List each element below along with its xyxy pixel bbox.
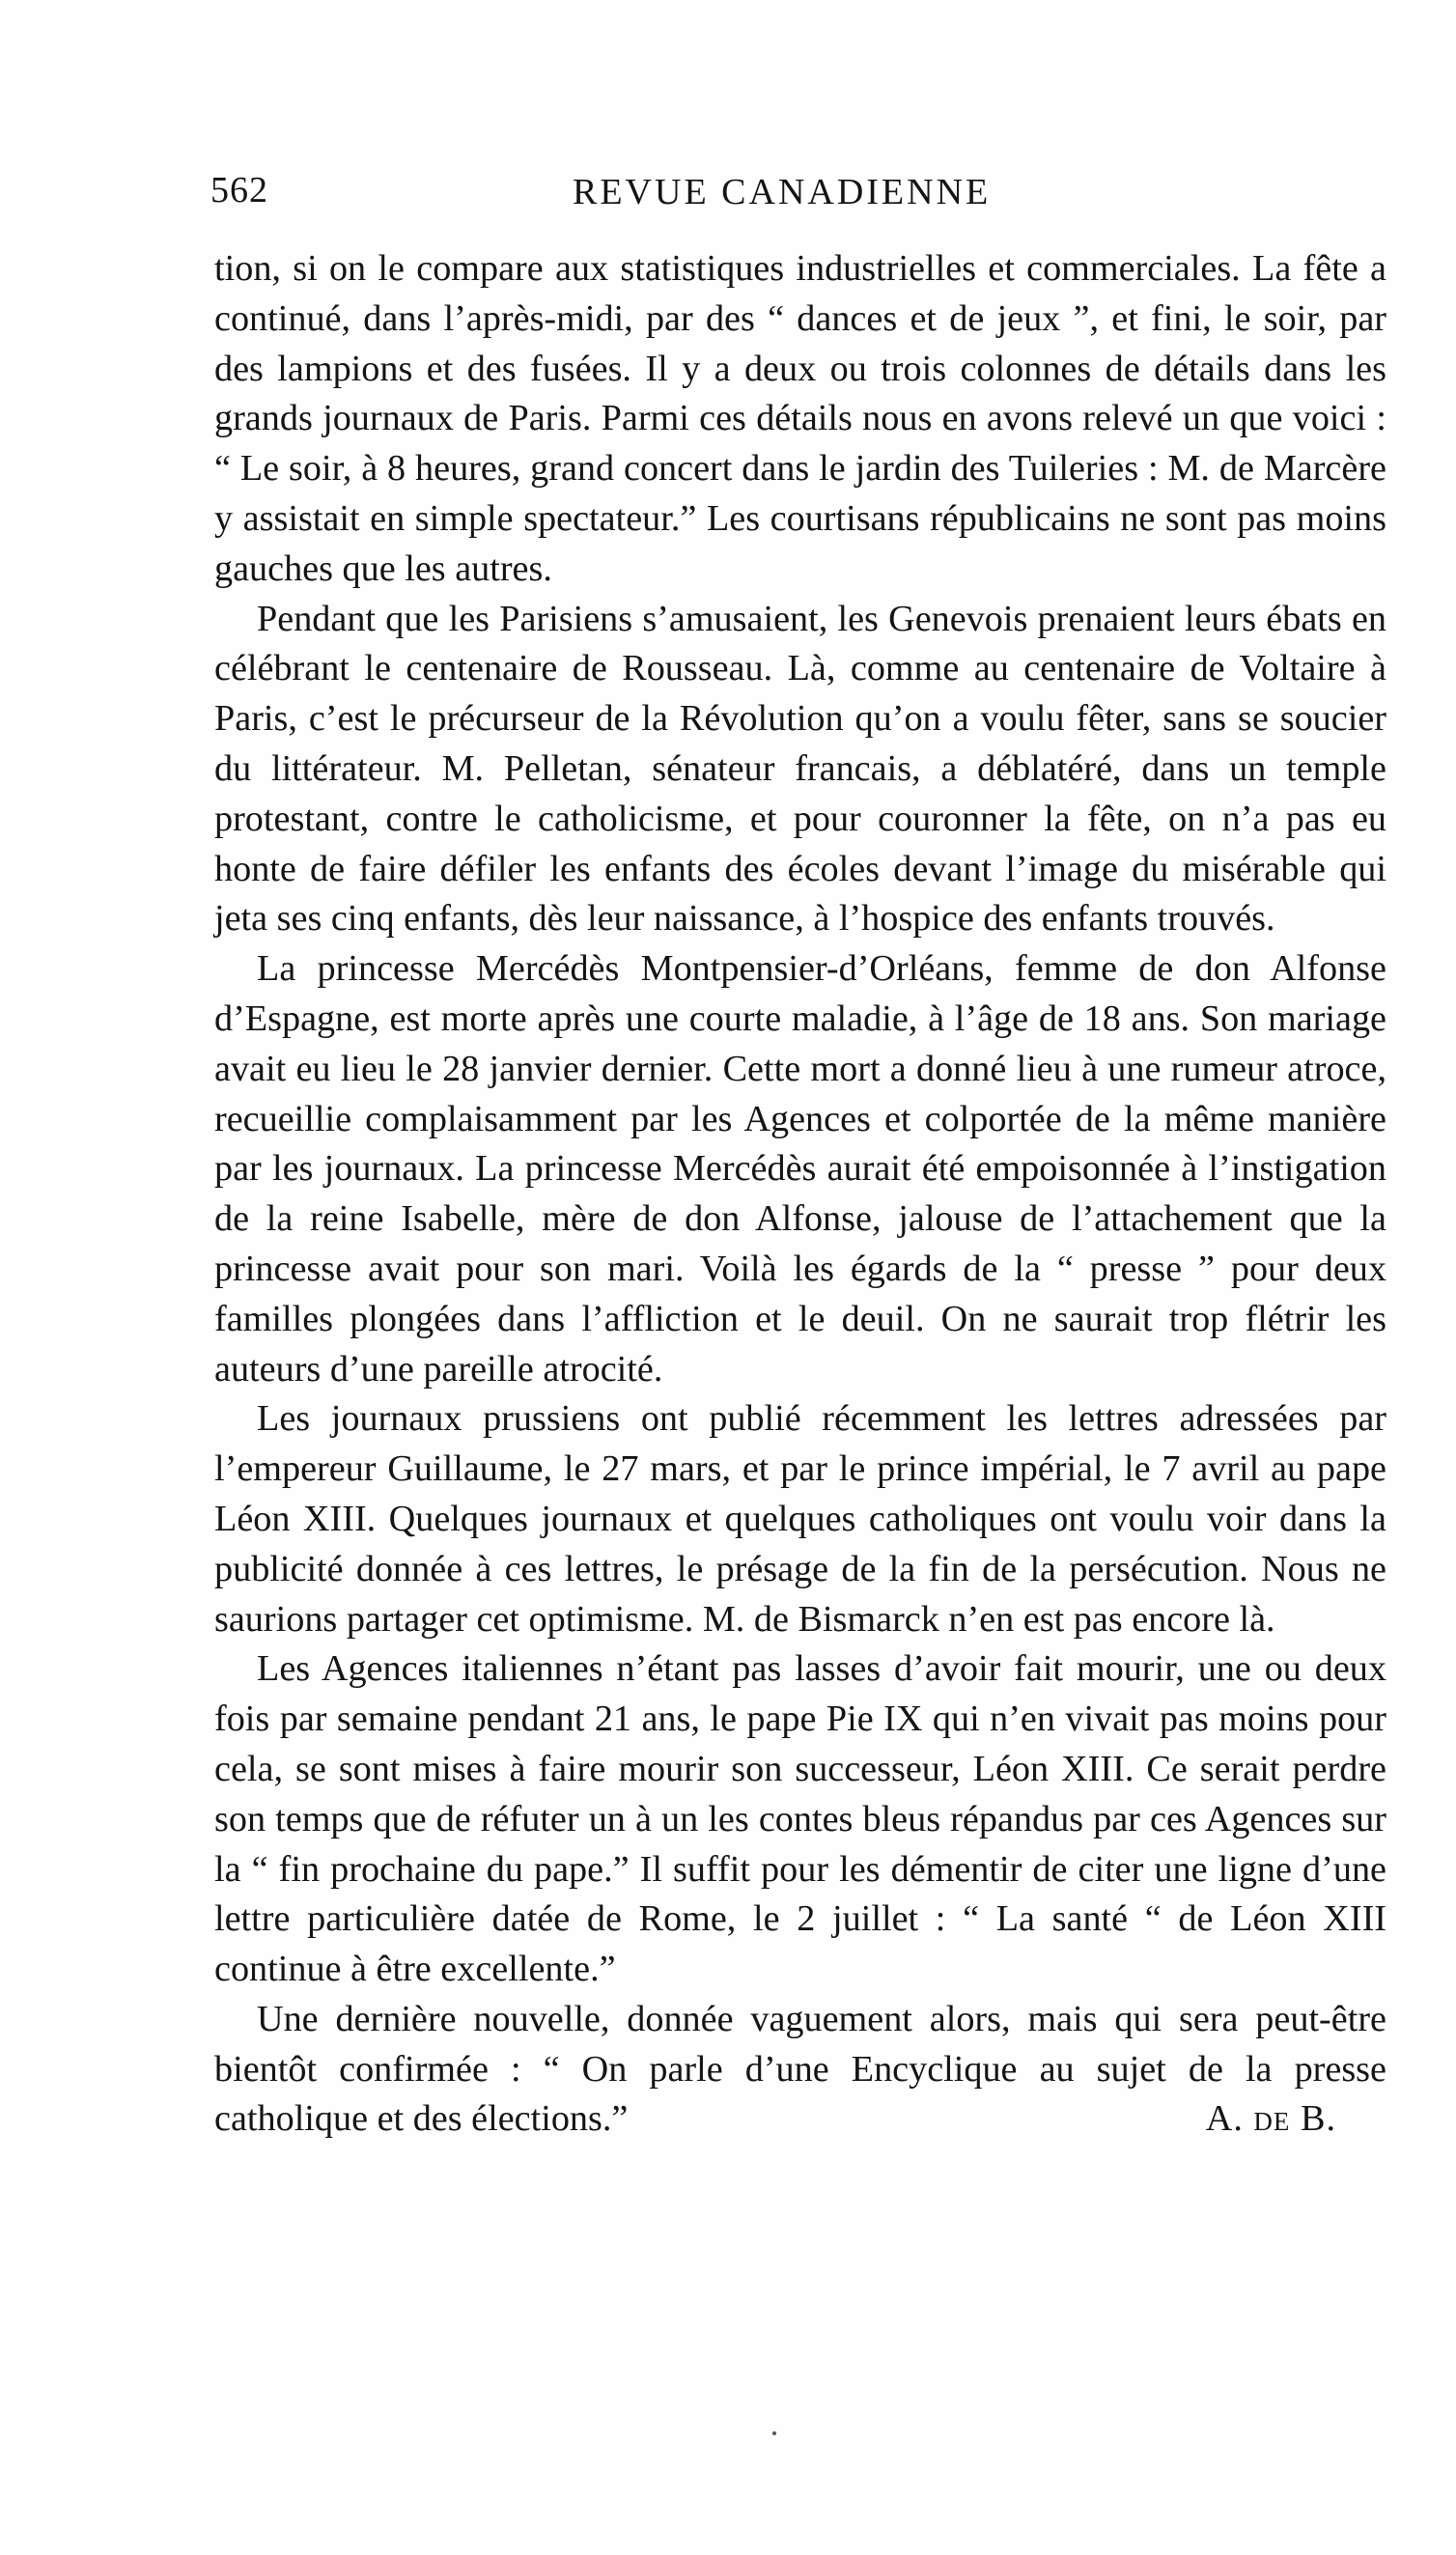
paragraph-4: Les journaux prussiens ont publié récemment les lettres adressées par l’empereur Guillaume, le 27 mars, et par le prince impérial, le 7 avril au pape Léon XIII. Quelques journaux et quelques catholiques ont voulu voir dans la publicité donnée à ces lettres, le présage de la fin de la persécution. Nous ne saurions partager cet optimisme. M. de Bismarck n’en est pas encore là.	[214, 1398, 1386, 1640]
paragraph-6-text: Une dernière nouvelle, donnée vaguement alors, mais qui sera peut-être bientôt confirmée : “ On parle d’une Encyclique au sujet de la presse catholique et des élections.”	[214, 1998, 1386, 2140]
paragraph-6	[214, 1995, 1386, 2145]
running-head	[210, 169, 1215, 227]
paragraph-3: La princesse Mercédès Montpensier-d’Orléans, femme de don Alfonse d’Espagne, est morte après une courte maladie, à l’âge de 18 ans. Son mariage avait eu lieu le 28 janvier dernier. Cette mort a donné lieu à une rumeur atroce, recueillie complaisamment par les Agences et colportée de la même manière par les journaux. La princesse Mercédès aurait été empoisonnée à l’instigation de la reine Isabelle, mère de don Alfonse, jalouse de l’attachement que la princesse avait pour son mari. Voilà les égards de la “ presse ” pour deux familles plongées dans l’affliction et le deuil. On ne saurait trop flétrir les auteurs d’une pareille atrocité.	[214, 948, 1386, 1390]
print-speck	[772, 2431, 776, 2435]
paragraph-2: Pendant que les Parisiens s’amusaient, les Genevois prenaient leurs ébats en célébrant le centenaire de Rousseau. Là, comme au centenaire de Voltaire à Paris, c’est le précurseur de la Révolution qu’on a voulu fêter, sans se soucier du littérateur. M. Pelletan, sénateur francais, a déblatéré, dans un temple protestant, contre le catholicisme, et pour couronner la fête, on n’a pas eu honte de faire défiler les enfants des écoles devant l’image du misérable qui jeta ses cinq enfants, dès leur naissance, à l’hospice des enfants trouvés.	[214, 598, 1386, 940]
paragraph-1: tion, si on le compare aux statistiques industrielles et commerciales. La fête a continué, dans l’après-midi, par des “ dances et de jeux ”, et fini, le soir, par des lampions et des fusées. Il y a deux ou trois colonnes de détails dans les grands journaux de Paris. Parmi ces détails nous en avons relevé un que voici : “ Le soir, à 8 heures, grand concert dans le jardin des Tuileries : M. de Marcère y assistait en simple spectateur.” Les courtisans républicains ne sont pas moins gauches que les autres.	[214, 248, 1386, 589]
page-number: 562	[210, 170, 268, 211]
paragraph-5: Les Agences italiennes n’étant pas lasses d’avoir fait mourir, une ou deux fois par semaine pendant 21 ans, le pape Pie IX qui n’en vivait pas moins pour cela, se sont mises à faire mourir son successeur, Léon XIII. Ce serait perdre son temps que de réfuter un à un les contes bleus répandus par ces Agences sur la “ fin prochaine du pape.” Il suffit pour les démentir de citer une ligne d’une lettre particulière datée de Rome, le 2 juillet : “ La santé “ de Léon XIII continue à être excellente.”	[214, 1648, 1386, 1990]
author-signature: A. de B.	[1205, 2098, 1336, 2140]
article-body	[214, 244, 1386, 2145]
journal-title: REVUE CANADIENNE	[573, 172, 992, 212]
